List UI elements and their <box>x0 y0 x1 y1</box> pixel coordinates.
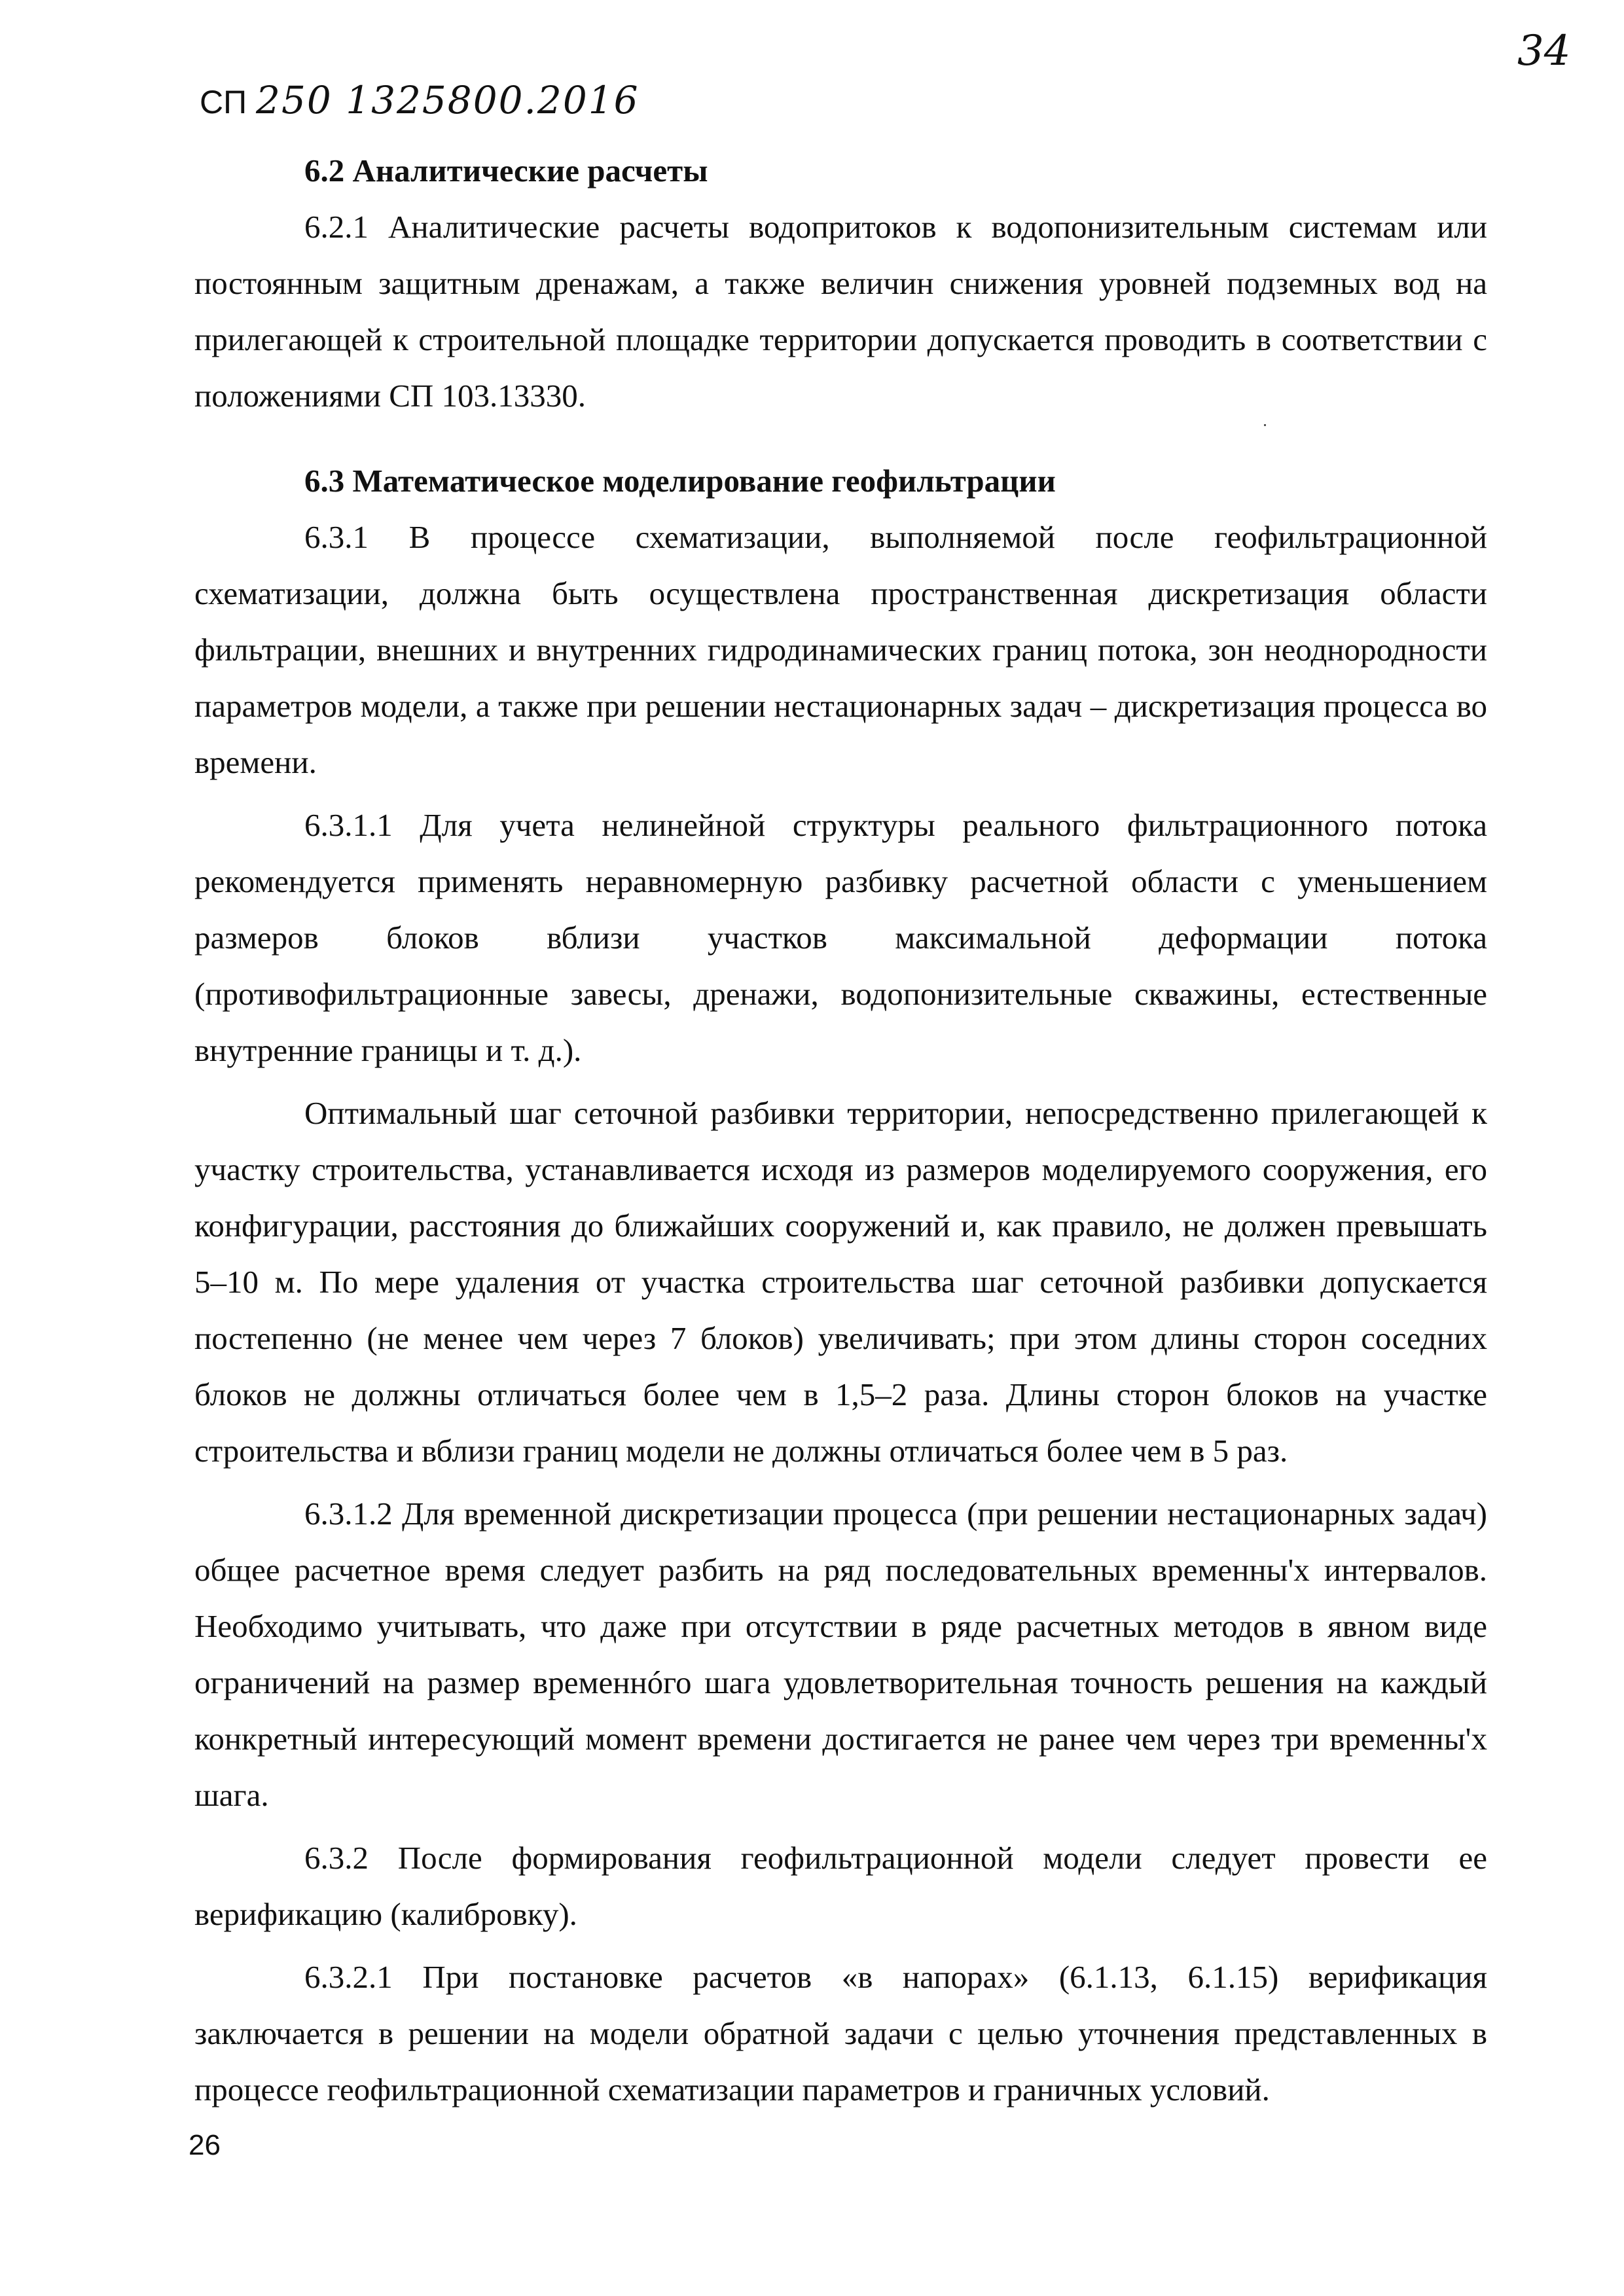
paragraph-grid-step: Оптимальный шаг сеточной разбивки территории, непосредственно прилегающей к участку строительства, устанавливается исходя из размеров моделируемого сооружения, его конфигурации, расстояния до ближайших сооружений и, как правило, не должен превышать 5–10 м. По мере удаления от участка строительства шаг сеточной разбивки допускается постепенно (не менее чем через 7 блоков) увеличивать; при этом длины сторон соседних блоков не должны отличаться более чем в 1,5–2 раза. Длины сторон блоков на участке строительства и вблизи границ модели не должны отличаться более чем в 5 раз. <box>194 1095 1487 1469</box>
paragraph-6-3-1: 6.3.1 В процессе схематизации, выполняемой после геофильтрационной схематизации, должна быть осуществлена пространственная дискретизация области фильтрации, внешних и внутренних гидродинамических границ потока, зон неоднородности параметров модели, а также при решении нестационарных задач – дискретизация процесса во времени. <box>194 519 1487 780</box>
paragraph-6-3-1-2: 6.3.1.2 Для временной дискретизации процесса (при решении нестационарных задач) общее расчетное время следует разбить на ряд последовательных временны'х интервалов. Необходимо учитывать, что даже при отсутствии в ряде расчетных методов в явном виде ограничений на размер временнóго шага удовлетворительная точность решения на каждый конкретный интересующий момент времени достигается не ранее чем через три временны'х шага. <box>194 1496 1487 1813</box>
document-code-prefix: СП <box>200 84 247 120</box>
document-body <box>194 143 1487 2118</box>
paragraph-6-3-2: 6.3.2 После формирования геофильтрационной модели следует провести ее верификацию (калибровку). <box>194 1840 1487 1932</box>
paragraph-6-3-1-1: 6.3.1.1 Для учета нелинейной структуры реального фильтрационного потока рекомендуется применять неравномерную разбивку расчетной области с уменьшением размеров блоков вблизи участков максимальной деформации потока (противофильтрационные завесы, дренажи, водопонизительные скважины, естественные внутренние границы и т. д.). <box>194 807 1487 1068</box>
section-heading-6-2: 6.2 Аналитические расчеты <box>304 152 708 188</box>
document-code <box>200 77 640 125</box>
section-heading-6-3: 6.3 Математическое моделирование геофильтрации <box>304 463 1056 499</box>
document-code-handwritten: 250 1325800.2016 <box>256 78 640 122</box>
paragraph-6-2-1: 6.2.1 Аналитические расчеты водопритоков к водопонизительным системам или постоянным защитным дренажам, а также величин снижения уровней подземных вод на прилегающей к строительной площадке территории допускается проводить в соответствии с положениями СП 103.13330. <box>194 209 1487 414</box>
page-number: 26 <box>189 2129 221 2161</box>
handwritten-sheet-number: 34 <box>1517 27 1571 75</box>
paragraph-6-3-2-1: 6.3.2.1 При постановке расчетов «в напорах» (6.1.13, 6.1.15) верификация заключается в решении на модели обратной задачи с целью уточнения представленных в процессе геофильтрационной схематизации параметров и граничных условий. <box>194 1959 1487 2108</box>
